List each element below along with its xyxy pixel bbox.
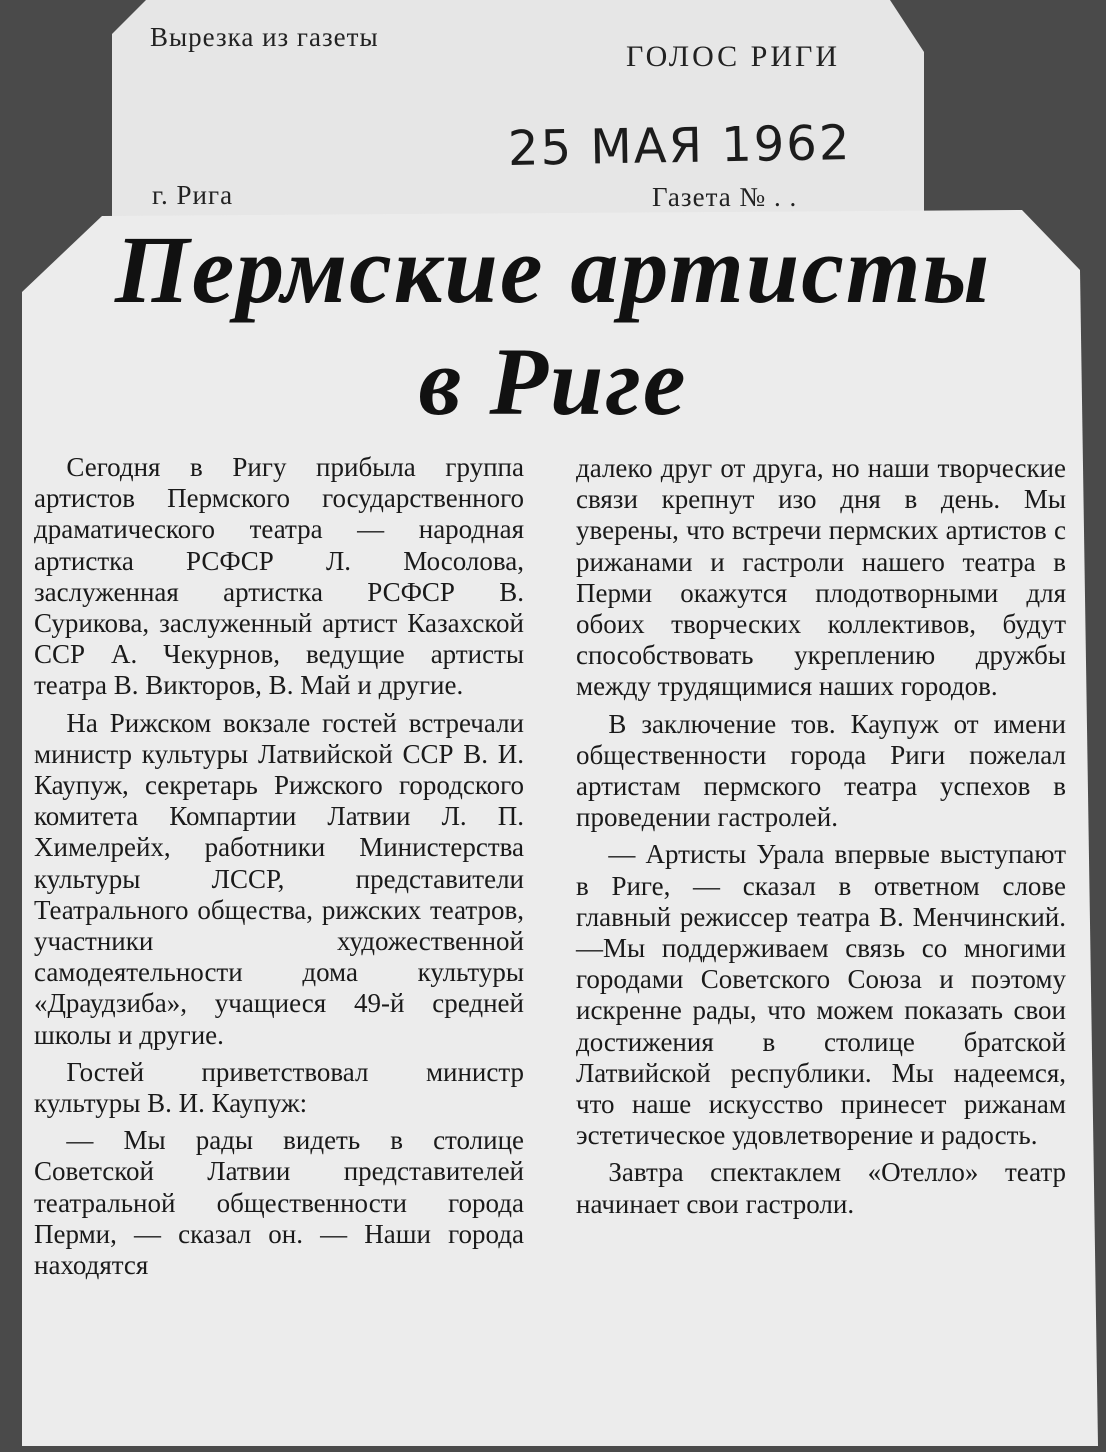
article-paragraph: далеко друг от друга, но наши творческие связи крепнут изо дня в день. Мы уверены, что встречи пермских артистов с рижанами и гастроли нашего театра в Перми окажутся плодотворными для обоих творческих коллективов, будут способствовать укреплению дружбы между трудящимися наших городов.	[576, 453, 1066, 702]
date-stamp: 25 МАЯ 1962	[507, 115, 852, 177]
newspaper-name: ГОЛОС РИГИ	[626, 40, 841, 73]
article-paragraph: Сегодня в Ригу прибыла группа артистов Пермского государственного драматического театра — народная артистка РСФСР Л. Мосолова, заслуженная артистка РСФСР В. Сурикова, заслуженный артист Казахской ССР А. Чекурнов, ведущие артисты театра В. Викторов, В. Май и другие.	[34, 452, 524, 701]
headline-line-1: Пермские артисты	[114, 216, 992, 323]
article-paragraph: — Мы рады видеть в столице Советской Латвии представителей театральной общественности города Перми, — сказал он. — Наши города находятся	[34, 1125, 524, 1281]
issue-label: Газета № . .	[652, 182, 798, 212]
article-right-column	[576, 453, 1066, 1220]
article-paragraph: В заключение тов. Каупуж от имени общественности города Риги пожелал артистам пермского театра успехов в проведении гастролей.	[576, 708, 1066, 833]
city-label: г. Рига	[152, 180, 234, 210]
clipping-label: Вырезка из газеты	[150, 22, 379, 52]
article-paragraph: На Рижском вокзале гостей встречали министр культуры Латвийской ССР В. И. Каупуж, секретарь Рижского городского комитета Компартии Латвии Л. П. Химелрейх, работники Министерства культуры ЛССР, представители Театрального общества, рижских театров, участники художественной самодеятельности дома культуры «Драудзиба», учащиеся 49-й средней школы и другие.	[34, 707, 524, 1050]
article-paragraph: Завтра спектаклем «Отелло» театр начинает свои гастроли.	[576, 1157, 1066, 1219]
article-paragraph: — Артисты Урала впервые выступают в Риге, — сказал в ответном слове главный режиссер театра В. Менчинский.—Мы поддерживаем связь со многими городами Советского Союза и поэтому искренне рады, что можем показать свои достижения в столице братской Латвийской республики. Мы надеемся, что наше искусство принесет рижанам эстетическое удовлетворение и радость.	[576, 839, 1066, 1151]
article-paragraph: Гостей приветствовал министр культуры В. И. Каупуж:	[34, 1056, 524, 1119]
headline-line-2: в Риге	[418, 328, 688, 435]
article-left-column	[34, 452, 524, 1281]
